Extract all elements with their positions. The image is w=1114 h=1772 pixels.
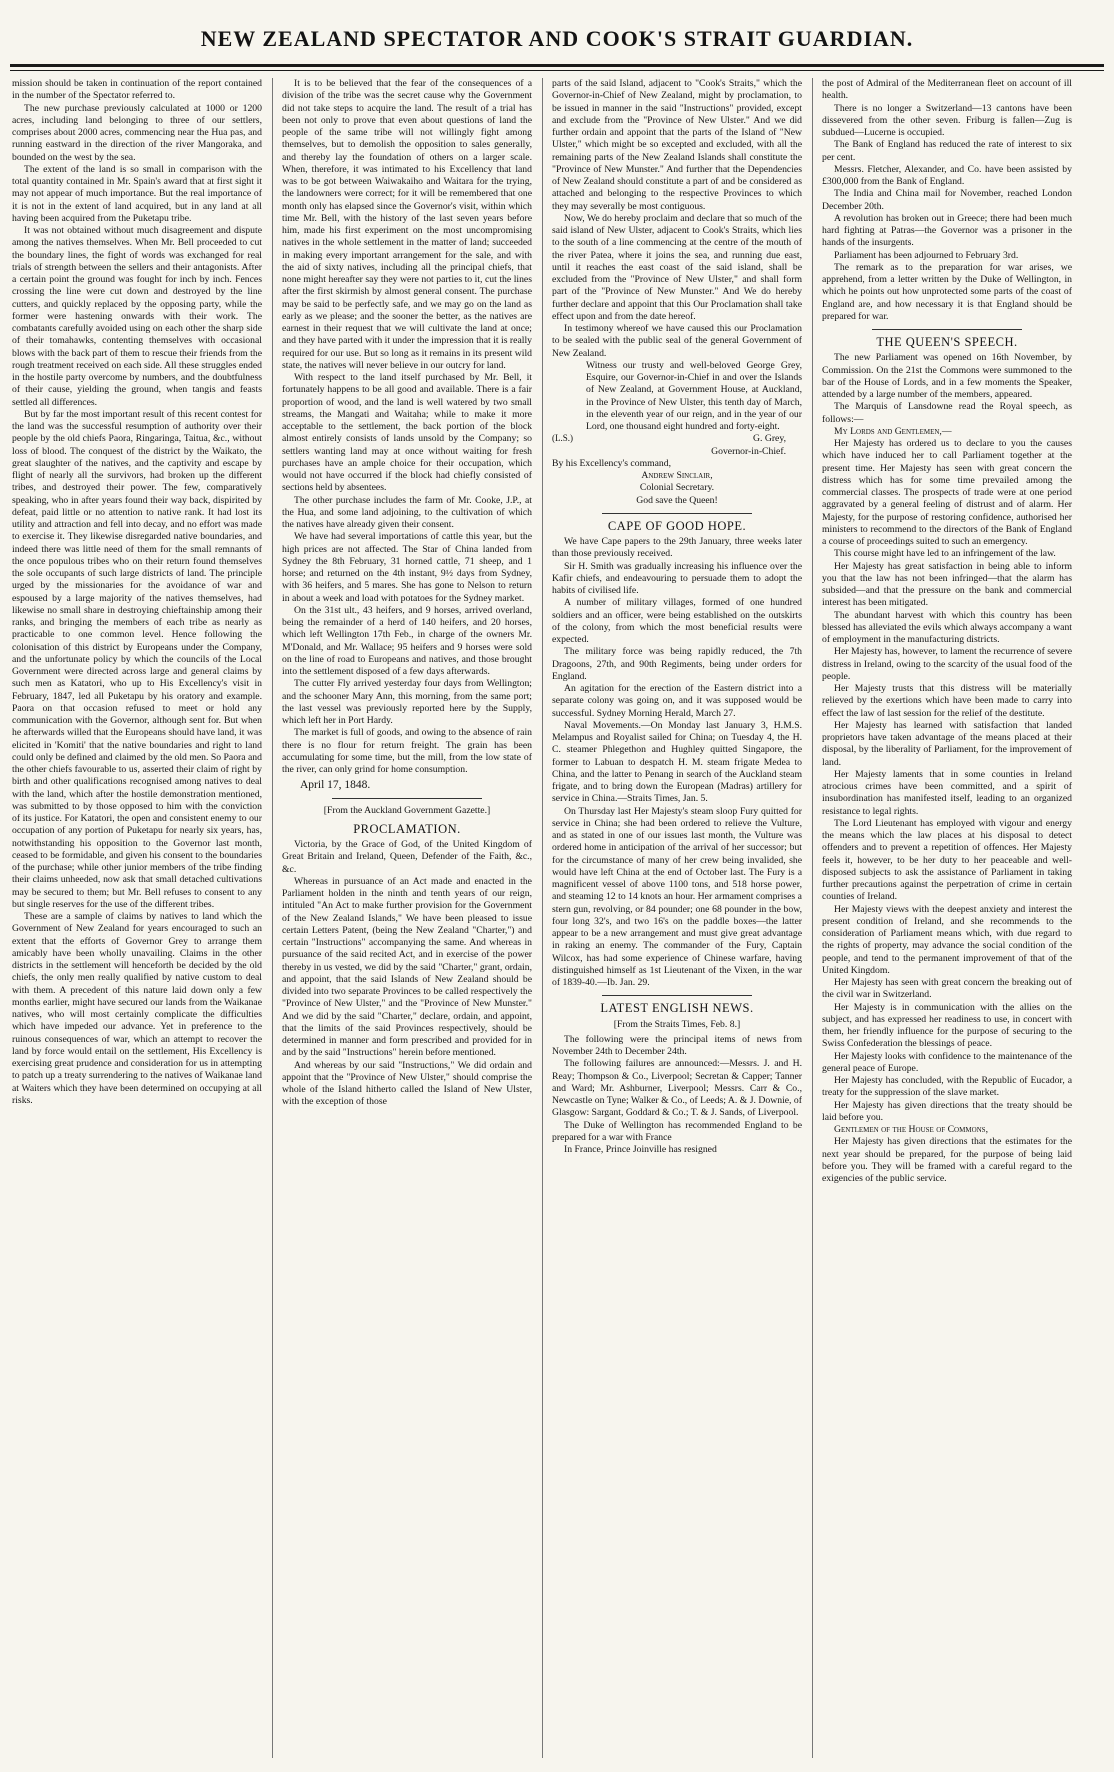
section-heading: PROCLAMATION. bbox=[353, 821, 461, 836]
paragraph: Her Majesty has learned with satisfaction that landed proprietors have taken advantage of the means placed at their disposal, by the liberality of Parliament, for the improvement of land. bbox=[822, 719, 1072, 768]
witness-text: Witness our trusty and well-beloved George Grey, Esquire, our Governor-in-Chief in and over the Islands of New Zealand, at Government House, at Auckland, in the Province of New Ulster, this tenth day of March, in the eleventh year of our reign, and in the year of our Lord, one thousand eight hundred and forty-eight. bbox=[586, 359, 802, 432]
paragraph: On the 31st ult., 43 heifers, and 9 horses, arrived overland, being the remainder of a herd of 140 heifers, and 20 horses, which left Wellington 17th Feb., in charge of the owners Mr. M'Donald, and Mr. Wallace; 95 heifers and 9 horses were sold on the line of road to Europeans and natives, and those brought into the settlement disposed of a few days afterwards. bbox=[282, 604, 532, 677]
column-rule bbox=[272, 78, 273, 1758]
paragraph: The India and China mail for November, reached London December 20th. bbox=[822, 188, 1072, 212]
closing-line: God save the Queen! bbox=[636, 494, 718, 506]
section-divider bbox=[332, 798, 482, 799]
section-heading: THE QUEEN'S SPEECH. bbox=[876, 335, 1018, 349]
paragraph: Her Majesty looks with confidence to the maintenance of the general peace of Europe. bbox=[822, 1050, 1072, 1074]
paragraph: Her Majesty has seen with great concern the breaking out of the civil war in Switzerland. bbox=[822, 977, 1072, 1001]
paragraph: In France, Prince Joinville has resigned bbox=[564, 1144, 717, 1155]
paragraph: The Marquis of Lansdowne read the Royal speech, as follows:— bbox=[822, 401, 1072, 425]
command-line: By his Excellency's command, bbox=[552, 457, 672, 469]
paragraph: Her Majesty has ordered us to declare to you the causes which have induced her to call Parliament together at the present time. Her Majesty has seen with great concern the distress which has for some time prevailed among the commercial classes. The prospects of trade were at one period aggravated by a general feeling of distrust and of alarm. Her Majesty, for the purpose of restoring confidence, authorised her ministers to recommend to the directors of the Bank of England a course of proceedings suited to such an emergency. bbox=[822, 438, 1072, 547]
salutation: My Lords and Gentlemen,— bbox=[834, 425, 952, 437]
paragraph: Her Majesty trusts that this distress will be materially relieved by the exertions which have been made to carry into effect the law of last session for the relief of the destitute. bbox=[822, 683, 1072, 719]
paragraph: An agitation for the erection of the Eastern district into a separate colony was going on, and it was supposed would be successful. Sydney Morning Herald, March 27. bbox=[552, 683, 802, 719]
paragraph: On Thursday last Her Majesty's steam sloop Fury quitted for service in China; she had been ordered to relieve the Vulture, and as stated in one of our issues last month, the Vulture was ordered home in anticipation of the arrival of her successor; but for the circumstance of many of her crew being invalided, she would have left China at the end of October last. The Fury is a magnificent vessel of above 1100 tons, and 518 horse power, and steaming 12 to 14 knots an hour. Her armament comprises a stern gun, revolving, or 84 pounder; one 68 pounder in the bow, four long 32's, and two 16's on the paddle boxes—the latter appear to be a new arrangement and must give great advantage in raking an enemy. The commander of the Fury, Captain Wilcox, has had some experience of Chinese warfare, having distinguished himself as 1st Lieutenant of the Vixen, in the war of 1839-40.—Ib. Jan. 29. bbox=[552, 805, 802, 988]
column-rule bbox=[812, 78, 813, 1758]
paragraph: The other purchase includes the farm of Mr. Cooke, J.P., at the Hua, and some land adjoining, to the cultivation of which the natives have already given their consent. bbox=[282, 494, 532, 530]
paragraph: The following failures are announced:—Messrs. J. and H. Reay; Thompson & Co., Liverpool; Secretan & Capper; Tanner and Ward; Mr. Ashburner, Liverpool; Messrs. Carr & Co., Newcastle on Tyne; Walker & Co., of Leeds; A. & J. Downie, of Glasgow: Sargant, Goddard & Co.; T. & J. Sands, of Liverpool. bbox=[552, 1058, 802, 1119]
paragraph: The military force was being rapidly reduced, the 7th Dragoons, 27th, and 90th Regiments, being under orders for England. bbox=[552, 646, 802, 682]
section-divider bbox=[872, 329, 1022, 330]
paragraph: And whereas by our said "Instructions," We did ordain and appoint that the "Province of New Ulster," should comprise the whole of the Island hitherto called the Island of New Ulster, with the exception of those bbox=[282, 1059, 532, 1108]
paragraph: The following were the principal items of news from November 24th to December 24th. bbox=[552, 1033, 802, 1057]
paragraph: The Lord Lieutenant has employed with vigour and energy the means which the law places at his disposal to detect offenders and to prevent a repetition of offences. Her Majesty feels it, however, to be her duty to her peaceable and well-disposed subjects to ask the assistance of Parliament in taking further precautions against the perpetration of crime in certain counties of Ireland. bbox=[822, 817, 1072, 903]
paragraph: The new Parliament was opened on 16th November, by Commission. On the 21st the Commons were summoned to the bar of the House of Lords, and in a few moments the Speaker, attended by a large number of the members, appeared. bbox=[822, 352, 1072, 400]
signature-title: Colonial Secretary. bbox=[639, 482, 715, 494]
salutation: Gentlemen of the House of Commons, bbox=[834, 1124, 988, 1135]
paragraph: But by far the most important result of this recent contest for the land was the successful resumption of authority over their people by the old chiefs Paora, Ringaringa, Taitua, &c., without loss of blood. The conquest of the district by the Waikato, the great slaughter of the natives, and the captivity and escape by flight of nearly all the survivors, had broken up the different tribes, and destroyed their power. The few, comparatively speaking, who in after years found their way back, dispirited by defeat, paid little or no attention to native rank. It had lost its utility and attraction and fell into decay, and no effort was made to exercise it. They likewise disregarded native boundaries, and indeed there was little need of them for the small remnants of the once populous tribes who on their return found themselves the sole occupants of such large districts of land. The principle urged by the missionaries for the avoidance of war and espoused by a large majority of the natives themselves, had likewise no small share in destroying chieftainship among their ranks, and bringing the members of each tribe as nearly as practicable to one common level. Hence following the colonisation of this district by Europeans under the Company, and the unfortunate policy by which the councils of the Local Government were directed across large and general claims by such men as Katatori, who up to His Excellency's visit in February, 1847, led all Puketapu by his oratory and example. Paora on that occasion refused to meet or hold any communication with the Governor, although sent for. But when he afterwards willed that the Europeans should have land, it was elicited in 'Komiti' that the native boundaries and right to land could only be defined and claimed by the old men. So Paora and the other chiefs favourable to us, asserted their claim of right by birth and other qualifications recognised among natives to deal with the land, which after the hostile demonstration mentioned, was submitted to by those opposed to him with the conviction of its justice. For Katatori, the open and consistent enemy to our occupation of any portion of Puketapu for nearly six years, has, notwithstanding his opposition to the Governor last month, ceased to be formidable, and given his consent to the boundaries of the purchase; while other junior members of the tribe finding their claims unheeded, now ask that small detached cultivations may be secured to them; but Mr. Bell refuses to consent to any but single reserves for the use of the different tribes. bbox=[12, 408, 262, 910]
paragraph: Victoria, by the Grace of God, of the United Kingdom of Great Britain and Ireland, Queen, Defender of the Faith, &c., &c. bbox=[282, 839, 532, 875]
paragraph: Her Majesty has given directions that the estimates for the next year should be prepared, for the purpose of being laid before you. They will be framed with a careful regard to the exigencies of the public service. bbox=[822, 1136, 1072, 1184]
column-rule bbox=[542, 78, 543, 1758]
column-2 bbox=[282, 78, 532, 1758]
source-note: [From the Straits Times, Feb. 8.] bbox=[613, 1018, 741, 1030]
paragraph: The remark as to the preparation for war arises, we apprehend, from a letter written by the Duke of Wellington, in which he points out how unprotected some parts of the coast of England are, and how necessary it is that England should be prepared for war. bbox=[822, 261, 1072, 322]
dateline: April 17, 1848. bbox=[300, 779, 371, 792]
paragraph: In testimony whereof we have caused this our Proclamation to be sealed with the public seal of the general Government of New Zealand. bbox=[552, 323, 802, 359]
paragraph: These are a sample of claims by natives to land which the Government of New Zealand for years encouraged to such an extent that the efforts of Governor Grey to arrange them amicably have been wholly unavailing. Claims in the other districts in the settlement will henceforth be decided by the old chiefs, the only men really qualified by native custom to deal with them. A precedent of this nature laid down only a few months earlier, might have secured our lands from the Waikanae natives, who will most certainly complicate the difficulties which have impeded our advance. Yet in preference to the ruinous consequences of war, which an attempt to recover the land by force would entail on the settlement, His Excellency is exercising great prudence and consideration for us in attempting to patch up a treaty surrendering to the natives of Waikanae land at Waiters which they have been determined on occupying at all risks. bbox=[12, 911, 262, 1106]
masthead-rule-thin bbox=[10, 70, 1104, 71]
paragraph: The cutter Fly arrived yesterday four days from Wellington; and the schooner Mary Ann, this morning, from the same port; the last vessel was previously reported here by the Supply, which left her in Port Hardy. bbox=[282, 678, 532, 726]
paragraph: Messrs. Fletcher, Alexander, and Co. have been assisted by £300,000 from the Bank of England. bbox=[822, 163, 1072, 187]
paragraph: Her Majesty views with the deepest anxiety and interest the present condition of Ireland, and she recommends to the consideration of Parliament means which, with due regard to the rights of property, may advance the social condition of the people, and tend to the permanent improvement of that of the United Kingdom. bbox=[822, 903, 1072, 976]
paragraph: parts of the said Island, adjacent to "Cook's Straits," which the Governor-in-Chief of New Zealand, might by proclamation, to be issued in manner in the said "Instructions" provided, except and exclude from the "Province of New Ulster." And we did further ordain and appoint that the parts of the Island of "New Ulster," which might be so excepted and excluded, with all the remaining parts of the New Zealand Islands shall constitute the "Province of New Munster." And further that the Dependencies of New Zealand should constitute a part of and be considered as attached and belonging to the respective Provinces to which they may severally be most contiguous. bbox=[552, 78, 802, 212]
seal-mark: (L.S.) bbox=[552, 432, 573, 443]
section-divider bbox=[602, 513, 752, 514]
signature-title: Governor-in-Chief. bbox=[711, 445, 786, 457]
source-note: [From the Auckland Government Gazette.] bbox=[323, 804, 491, 816]
paragraph: A revolution has broken out in Greece; there had been much hard fighting at Patras—the Governor was a prisoner in the hands of the insurgents. bbox=[822, 212, 1072, 249]
paragraph: There is no longer a Switzerland—13 cantons have been dissevered from the other seven. Friburg is fallen—Zug is subdued—Lucerne is occupied. bbox=[822, 102, 1072, 138]
paragraph: It was not obtained without much disagreement and dispute among the natives themselves. When Mr. Bell proceeded to cut the boundary lines, the fight of words was exchanged for real trials of strength between the sellers and their antagonists. After a certain point the ground was fought for inch by inch. Fences crossing the line were cut down and destroyed by the line cutters, and quickly replaced by the opposing party, while the former were hastening onwards with their work. The combatants carefully avoided using on each other the sharp side of their tomahawks, contenting themselves with occasional blows with the back part of them to rescue their friends from the rough treatment received on each side. All these struggles ended in the hostile party overcome by numbers, and the doubtfulness of their cause, yielding the ground, when tangis and feasts settled all differences. bbox=[12, 225, 262, 408]
paragraph: This course might have led to an infringement of the law. bbox=[834, 548, 1056, 560]
paragraph: We have had several importations of cattle this year, but the high prices are not affected. The Star of China landed from Sydney the 8th February, 31 horned cattle, 71 sheep, and 1 horse; and returned on the 4th instant, 9½ days from Sydney, with 36 heifers, and 5 mares. She has gone to Nelson to return in about a week and load with potatoes for the Sydney market. bbox=[282, 531, 532, 604]
column-1 bbox=[12, 78, 262, 1758]
paragraph: mission should be taken in continuation of the report contained in the number of the Spectator referred to. bbox=[12, 78, 262, 102]
paragraph: The extent of the land is so small in comparison with the total quantity contained in Mr. Spain's award that at first sight it may not appear of much importance. But the real importance of it is not in the extent of land acquired, but in any land at all having been acquired from the Puketapu tribe. bbox=[12, 163, 262, 224]
paragraph: It is to be believed that the fear of the consequences of a division of the tribe was the secret cause why the Government did not take steps to acquire the land. The result of a trial has been not only to prove that even about questions of land the people of the same tribe will not willingly fight among themselves, but to demolish the opposition to sales generally, and thereby lay the foundation of others on a larger scale. When, therefore, it was intimated to his Excellency that land was to be got between Waiwakaiho and Waitara for the trying, the landowners were correct; for it will be remembered that one month only has elapsed since the Governor's visit, within which time Mr. Bell, with the history of the last seven years before him, made his first experiment on the most uncompromising natives in the whole settlement in the matter of land; succeeded in making every important arrangement for the sale, and with the aid of sixty natives, including all the principal chiefs, that none might hereafter say they were not parties to it, cut the lines after the first skirmish by almost general consent. The purchase may be said to be perfectly safe, and we may go on the land as early as we please; and the sooner the better, as the natives are earnest in their request that we will cultivate the land at once; and they have parted with it under the impression that it is really required for our use. But so long as it remains in its present wild state, the natives will never believe in our outcry for land. bbox=[282, 78, 532, 371]
paragraph: Her Majesty has great satisfaction in being able to inform you that the law has not been infringed—that the alarm has subsided—and that the pressure on the bank and commercial interest has been mitigated. bbox=[822, 560, 1072, 609]
paragraph: Her Majesty has given directions that the treaty should be laid before you. bbox=[822, 1099, 1072, 1123]
column-3 bbox=[552, 78, 802, 1758]
paragraph: Whereas in pursuance of an Act made and enacted in the Parliament holden in the ninth and tenth years of our reign, intituled "An Act to make further provision for the Government of the New Zealand Islands," We have been pleased to issue certain Letters Patent, (being the New Zealand "Charter,") and certain "Instructions" accompanying the same. And whereas in pursuance of the said recited Act, and in exercise of the power thereby in us vested, we did by the said "Charter," grant, ordain, and appoint, that the said Islands of New Zealand should be divided into two separate Provinces to be called respectively the "Province of New Ulster," and the "Province of New Munster." And we did by the said "Charter," declare, ordain, and appoint, that the limits of the said Provinces respectively, should be determined in manner and form prescribed and provided for in and by the said "Instructions" herein before mentioned. bbox=[282, 875, 532, 1059]
paragraph: Now, We do hereby proclaim and declare that so much of the said island of New Ulster, adjacent to Cook's Straits, which lies to the south of a line commencing at the centre of the mouth of the river Patea, where it joins the sea, and running due east, until it reaches the east coast of the said island, shall be excluded from the "Province of New Ulster," and shall form part of the "Province of New Munster." And We do hereby further declare and appoint that this Our Proclamation shall take effect upon and from the date hereof. bbox=[552, 212, 802, 322]
paragraph: Her Majesty has, however, to lament the recurrence of severe distress in Ireland, owing to the scarcity of the usual food of the people. bbox=[822, 646, 1072, 682]
column-4 bbox=[822, 78, 1072, 1758]
paragraph: Naval Movements.—On Monday last January 3, H.M.S. Melampus and Royalist sailed for China; on Tuesday 4, the H. C. steamer Phlegethon and Hughley quitted Singapore, the former to Labuan to despatch H. M. steam frigate Medea to China, and the latter to Penang in search of the Auckland steam frigate, and to bring down the European (Madras) artillery for service in China.—Straits Times, Jan. 5. bbox=[552, 719, 802, 805]
masthead-title: NEW ZEALAND SPECTATOR AND COOK'S STRAIT GUARDIAN. bbox=[200, 26, 914, 51]
paragraph: Parliament has been adjourned to February 3rd. bbox=[834, 249, 1019, 261]
paragraph: The new purchase previously calculated at 1000 or 1200 acres, including land belonging to three of our settlers, comprises about 2000 acres, commencing near the Hua pas, and running eastward in the direction of the river Mangoraka, and bounded on the west by the sea. bbox=[12, 102, 262, 163]
paragraph: With respect to the land itself purchased by Mr. Bell, it fortunately happens to be all good and available. There is a fair proportion of wood, and the land is well watered by two small streams, the Mangati and Waitaha; while to make it more acceptable to the settlement, the back portion of the block almost entirely consists of lands unsold by the Company; so settlers wanting land may at once without waiting for fresh purchases have an ample choice for their occupation, which would not have occurred if the block had chiefly consisted of sections held by absentees. bbox=[282, 372, 532, 494]
section-heading: CAPE OF GOOD HOPE. bbox=[607, 518, 747, 533]
paragraph: A number of military villages, formed of one hundred soldiers and an officer, were being established on the outskirts of the colony, from which the most beneficial results were expected. bbox=[552, 597, 802, 645]
section-divider bbox=[602, 995, 752, 996]
paragraph: The abundant harvest with which this country has been blessed has alleviated the evils which always accompany a want of employment in the manufacturing districts. bbox=[822, 609, 1072, 645]
paragraph: We have Cape papers to the 29th January, three weeks later than those previously received. bbox=[552, 536, 802, 560]
paragraph: The Bank of England has reduced the rate of interest to six per cent. bbox=[822, 139, 1072, 163]
paragraph: Sir H. Smith was gradually increasing his influence over the Kafir chiefs, and endeavouring to persuade them to adopt the habits of civilised life. bbox=[552, 560, 802, 596]
masthead-rule-thick bbox=[10, 64, 1104, 67]
signature-name: G. Grey, bbox=[753, 433, 786, 445]
paragraph: Her Majesty is in communication with the allies on the subject, and has expressed her readiness to use, in concert with them, her friendly influence for the purpose of securing to the Swiss Confederation the blessings of peace. bbox=[822, 1001, 1072, 1050]
paragraph: the post of Admiral of the Mediterranean fleet on account of ill health. bbox=[822, 78, 1072, 102]
paragraph: Her Majesty laments that in some counties in Ireland atrocious crimes have been committed, and a spirit of insubordination has manifested itself, leading to an organized resistance to legal rights. bbox=[822, 768, 1072, 817]
signature-name: Andrew Sinclair, bbox=[641, 470, 713, 481]
section-heading: LATEST ENGLISH NEWS. bbox=[600, 1001, 754, 1016]
paragraph: Her Majesty has concluded, with the Republic of Eucador, a treaty for the suppression of the slave market. bbox=[822, 1075, 1072, 1099]
paragraph: The market is full of goods, and owing to the absence of rain there is no flour for return freight. The grain has been accumulating for some time, but the mill, from the low state of the river, can only grind for home consumption. bbox=[282, 727, 532, 775]
paragraph: The Duke of Wellington has recommended England to be prepared for a war with France bbox=[552, 1119, 802, 1143]
